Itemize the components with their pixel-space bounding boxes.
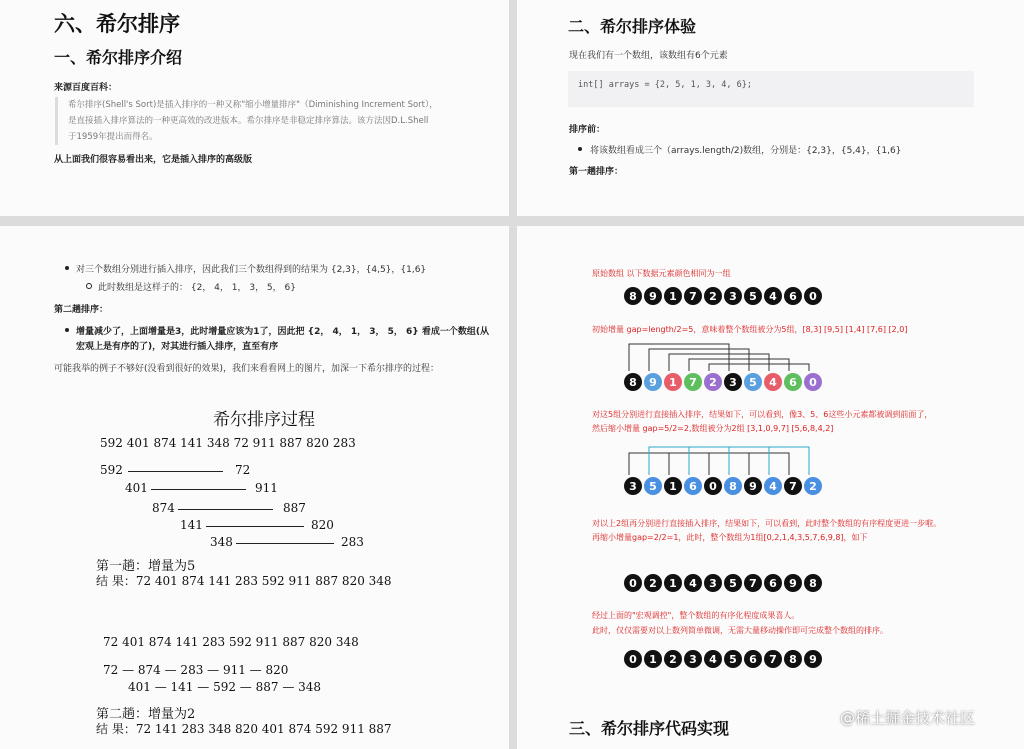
number-circle: 5 (724, 650, 742, 668)
page-experience (517, 0, 1024, 216)
experience-heading: 二、希尔排序体验 (568, 17, 697, 36)
pass1-result: 结 果：72 401 874 141 283 592 911 887 820 348 (96, 574, 392, 588)
pair-right: 72 (235, 463, 251, 477)
number-circle: 1 (664, 574, 682, 592)
quote-line: 是直接插入排序算法的一种更高效的改进版本。希尔排序是非稳定排序算法。该方法因D.L.Shell (68, 116, 429, 126)
number-circle: 6 (784, 287, 802, 305)
number-circle: 8 (624, 287, 642, 305)
number-circle: 3 (724, 373, 742, 391)
number-circle: 5 (744, 287, 762, 305)
circle-row-original (624, 287, 824, 305)
pair-connector (206, 526, 304, 527)
caption-gap2-line1: 对这5组分别进行直接插入排序，结果如下，可以看到，像3、5、6这些小元素都被调到前面了， (592, 410, 933, 419)
bullet-dot (65, 266, 69, 270)
pair-right: 283 (341, 535, 364, 549)
conclusion-text: 从上面我们很容易看出来，它是插入排序的高级版 (54, 155, 253, 165)
caption-gap2-line2: 然后缩小增量 gap=5/2=2,数组被分为2组 [3,1,0,9,7] [5,6,8,4,2] (592, 424, 834, 433)
number-circle: 2 (704, 373, 722, 391)
circle-row-gap1 (624, 574, 824, 592)
number-circle: 8 (804, 574, 822, 592)
number-circle: 8 (784, 650, 802, 668)
number-circle: 7 (684, 287, 702, 305)
caption-gap5: 初始增量 gap=length/2=5，意味着整个数组被分为5组，[8,3] [9,5] [1,4] [7,6] [2,0] (592, 325, 908, 334)
number-circle: 9 (804, 650, 822, 668)
number-circle: 0 (624, 574, 642, 592)
number-circle: 3 (684, 650, 702, 668)
pass2-label: 第二趟排序： (54, 305, 109, 315)
number-circle: 3 (704, 574, 722, 592)
before-sort-label: 排序前： (569, 125, 606, 135)
number-circle: 6 (684, 477, 702, 495)
circle-row-gap5 (624, 373, 824, 391)
caption-gap1-line1: 对以上2组再分别进行直接插入排序，结果如下，可以看到，此时整个数组的有序程度更进一步啦。 (592, 519, 942, 528)
pair-connector (128, 471, 223, 472)
pair-left: 874 (152, 501, 175, 515)
pair-left: 141 (180, 518, 203, 532)
number-circle: 8 (724, 477, 742, 495)
quote-line: 于1959年提出而得名。 (68, 132, 158, 142)
pass2-result: 结 果：72 141 283 348 820 401 874 592 911 887 (96, 722, 392, 736)
pass1-result-bullet: 对三个数组分别进行插入排序，因此我们三个数组得到的结果为 {2,3}，{4,5}，{1,6} (76, 265, 427, 275)
pass2-bullet-line1: 增量减少了，上面增量是3，此时增量应该为1了，因此把 {2， 4， 1， 3， 5， 6} 看成一个数组(从 (76, 327, 489, 337)
pass2-input-row: 72 401 874 141 283 592 911 887 820 348 (103, 635, 359, 649)
page-intro (0, 0, 509, 216)
number-circle: 1 (664, 287, 682, 305)
number-circle: 2 (704, 287, 722, 305)
number-circle: 0 (624, 650, 642, 668)
pair-right: 820 (311, 518, 334, 532)
number-circle: 2 (644, 574, 662, 592)
caption-final-line1: 经过上面的"宏观调控"，整个数组的有序化程度成果喜人。 (592, 611, 800, 620)
intro-heading: 一、希尔排序介绍 (54, 48, 183, 67)
number-circle: 4 (764, 373, 782, 391)
quote-block (55, 97, 468, 145)
sub-bullet-circle (86, 283, 92, 289)
source-label: 来源百度百科： (54, 83, 118, 93)
number-circle: 7 (764, 650, 782, 668)
pair-left: 348 (210, 535, 233, 549)
number-circle: 0 (704, 477, 722, 495)
pair-connector (178, 509, 273, 510)
split-bullet: 将该数组看成三个（arrays.length/2)数组，分别是：{2,3}，{5,4}，{1,6} (590, 146, 902, 156)
number-circle: 1 (644, 650, 662, 668)
note-text: 可能我举的例子不够好(没看到很好的效果)，我们来看看网上的图片，加深一下希尔排序的过程： (54, 364, 440, 374)
number-circle: 3 (624, 477, 642, 495)
bullet-dot (578, 147, 582, 151)
pass2-caption: 第二趟：增量为2 (96, 707, 196, 722)
pass1-label: 第一趟排序： (569, 167, 624, 177)
code-section-heading: 三、希尔排序代码实现 (569, 719, 730, 738)
number-circle: 4 (764, 477, 782, 495)
caption-gap1-line2: 再缩小增量gap=2/2=1，此时，整个数组为1组[0,2,1,4,3,5,7,6,9,8]，如下 (592, 533, 868, 542)
group-row-b: 401 — 141 — 592 — 887 — 348 (128, 680, 322, 694)
quote-line: 希尔排序(Shell's Sort)是插入排序的一种又称"缩小增量排序"（Diminishing Increment Sort）， (68, 100, 438, 110)
main-heading: 六、希尔排序 (54, 12, 180, 36)
number-circle: 0 (804, 373, 822, 391)
number-circle: 4 (684, 574, 702, 592)
number-circle: 9 (644, 287, 662, 305)
pair-connector (151, 489, 246, 490)
caption-final-line2: 此时，仅仅需要对以上数列简单微调，无需大量移动操作即可完成整个数组的排序。 (592, 626, 888, 635)
circle-row-gap2 (624, 477, 824, 495)
number-circle: 7 (784, 477, 802, 495)
pair-right: 911 (255, 481, 278, 495)
number-circle: 5 (644, 477, 662, 495)
array-state-text: 此时数组是这样子的： {2， 4， 1， 3， 5， 6} (98, 283, 296, 293)
number-circle: 6 (784, 373, 802, 391)
caption-original: 原始数组 以下数据元素颜色相同为一组 (592, 269, 731, 278)
figure-title: 希尔排序过程 (213, 410, 315, 430)
pair-left: 401 (125, 481, 148, 495)
group-row-a: 72 — 874 — 283 — 911 — 820 (103, 663, 289, 677)
number-circle: 8 (624, 373, 642, 391)
bullet-dot (65, 328, 69, 332)
number-circle: 3 (724, 287, 742, 305)
pair-left: 592 (100, 463, 123, 477)
number-circle: 1 (664, 477, 682, 495)
number-circle: 2 (664, 650, 682, 668)
pair-right: 887 (283, 501, 306, 515)
number-circle: 5 (724, 574, 742, 592)
group-connectors-gap2 (620, 443, 840, 476)
circle-row-sorted (624, 650, 824, 668)
number-circle: 7 (684, 373, 702, 391)
group-connectors-gap5 (620, 338, 840, 372)
number-circle: 0 (804, 287, 822, 305)
pass2-bullet-line2: 宏观上是有序的了)，对其进行插入排序，直至有序 (76, 342, 279, 352)
number-circle: 9 (744, 477, 762, 495)
intro-text: 现在我们有一个数组，该数组有6个元素 (569, 51, 728, 61)
number-circle: 5 (744, 373, 762, 391)
code-line: int[] arrays = {2, 5, 1, 3, 4, 6}; (578, 80, 752, 90)
watermark: @稀土掘金技术社区 (840, 709, 976, 727)
number-circle: 6 (744, 650, 762, 668)
number-circle: 7 (744, 574, 762, 592)
number-circle: 2 (804, 477, 822, 495)
number-circle: 9 (644, 373, 662, 391)
number-circle: 4 (704, 650, 722, 668)
pass1-caption: 第一趟：增量为5 (96, 559, 196, 574)
number-circle: 4 (764, 287, 782, 305)
number-circle: 9 (784, 574, 802, 592)
pair-connector (236, 543, 334, 544)
number-circle: 1 (664, 373, 682, 391)
original-sequence: 592 401 874 141 348 72 911 887 820 283 (100, 436, 356, 450)
number-circle: 6 (764, 574, 782, 592)
